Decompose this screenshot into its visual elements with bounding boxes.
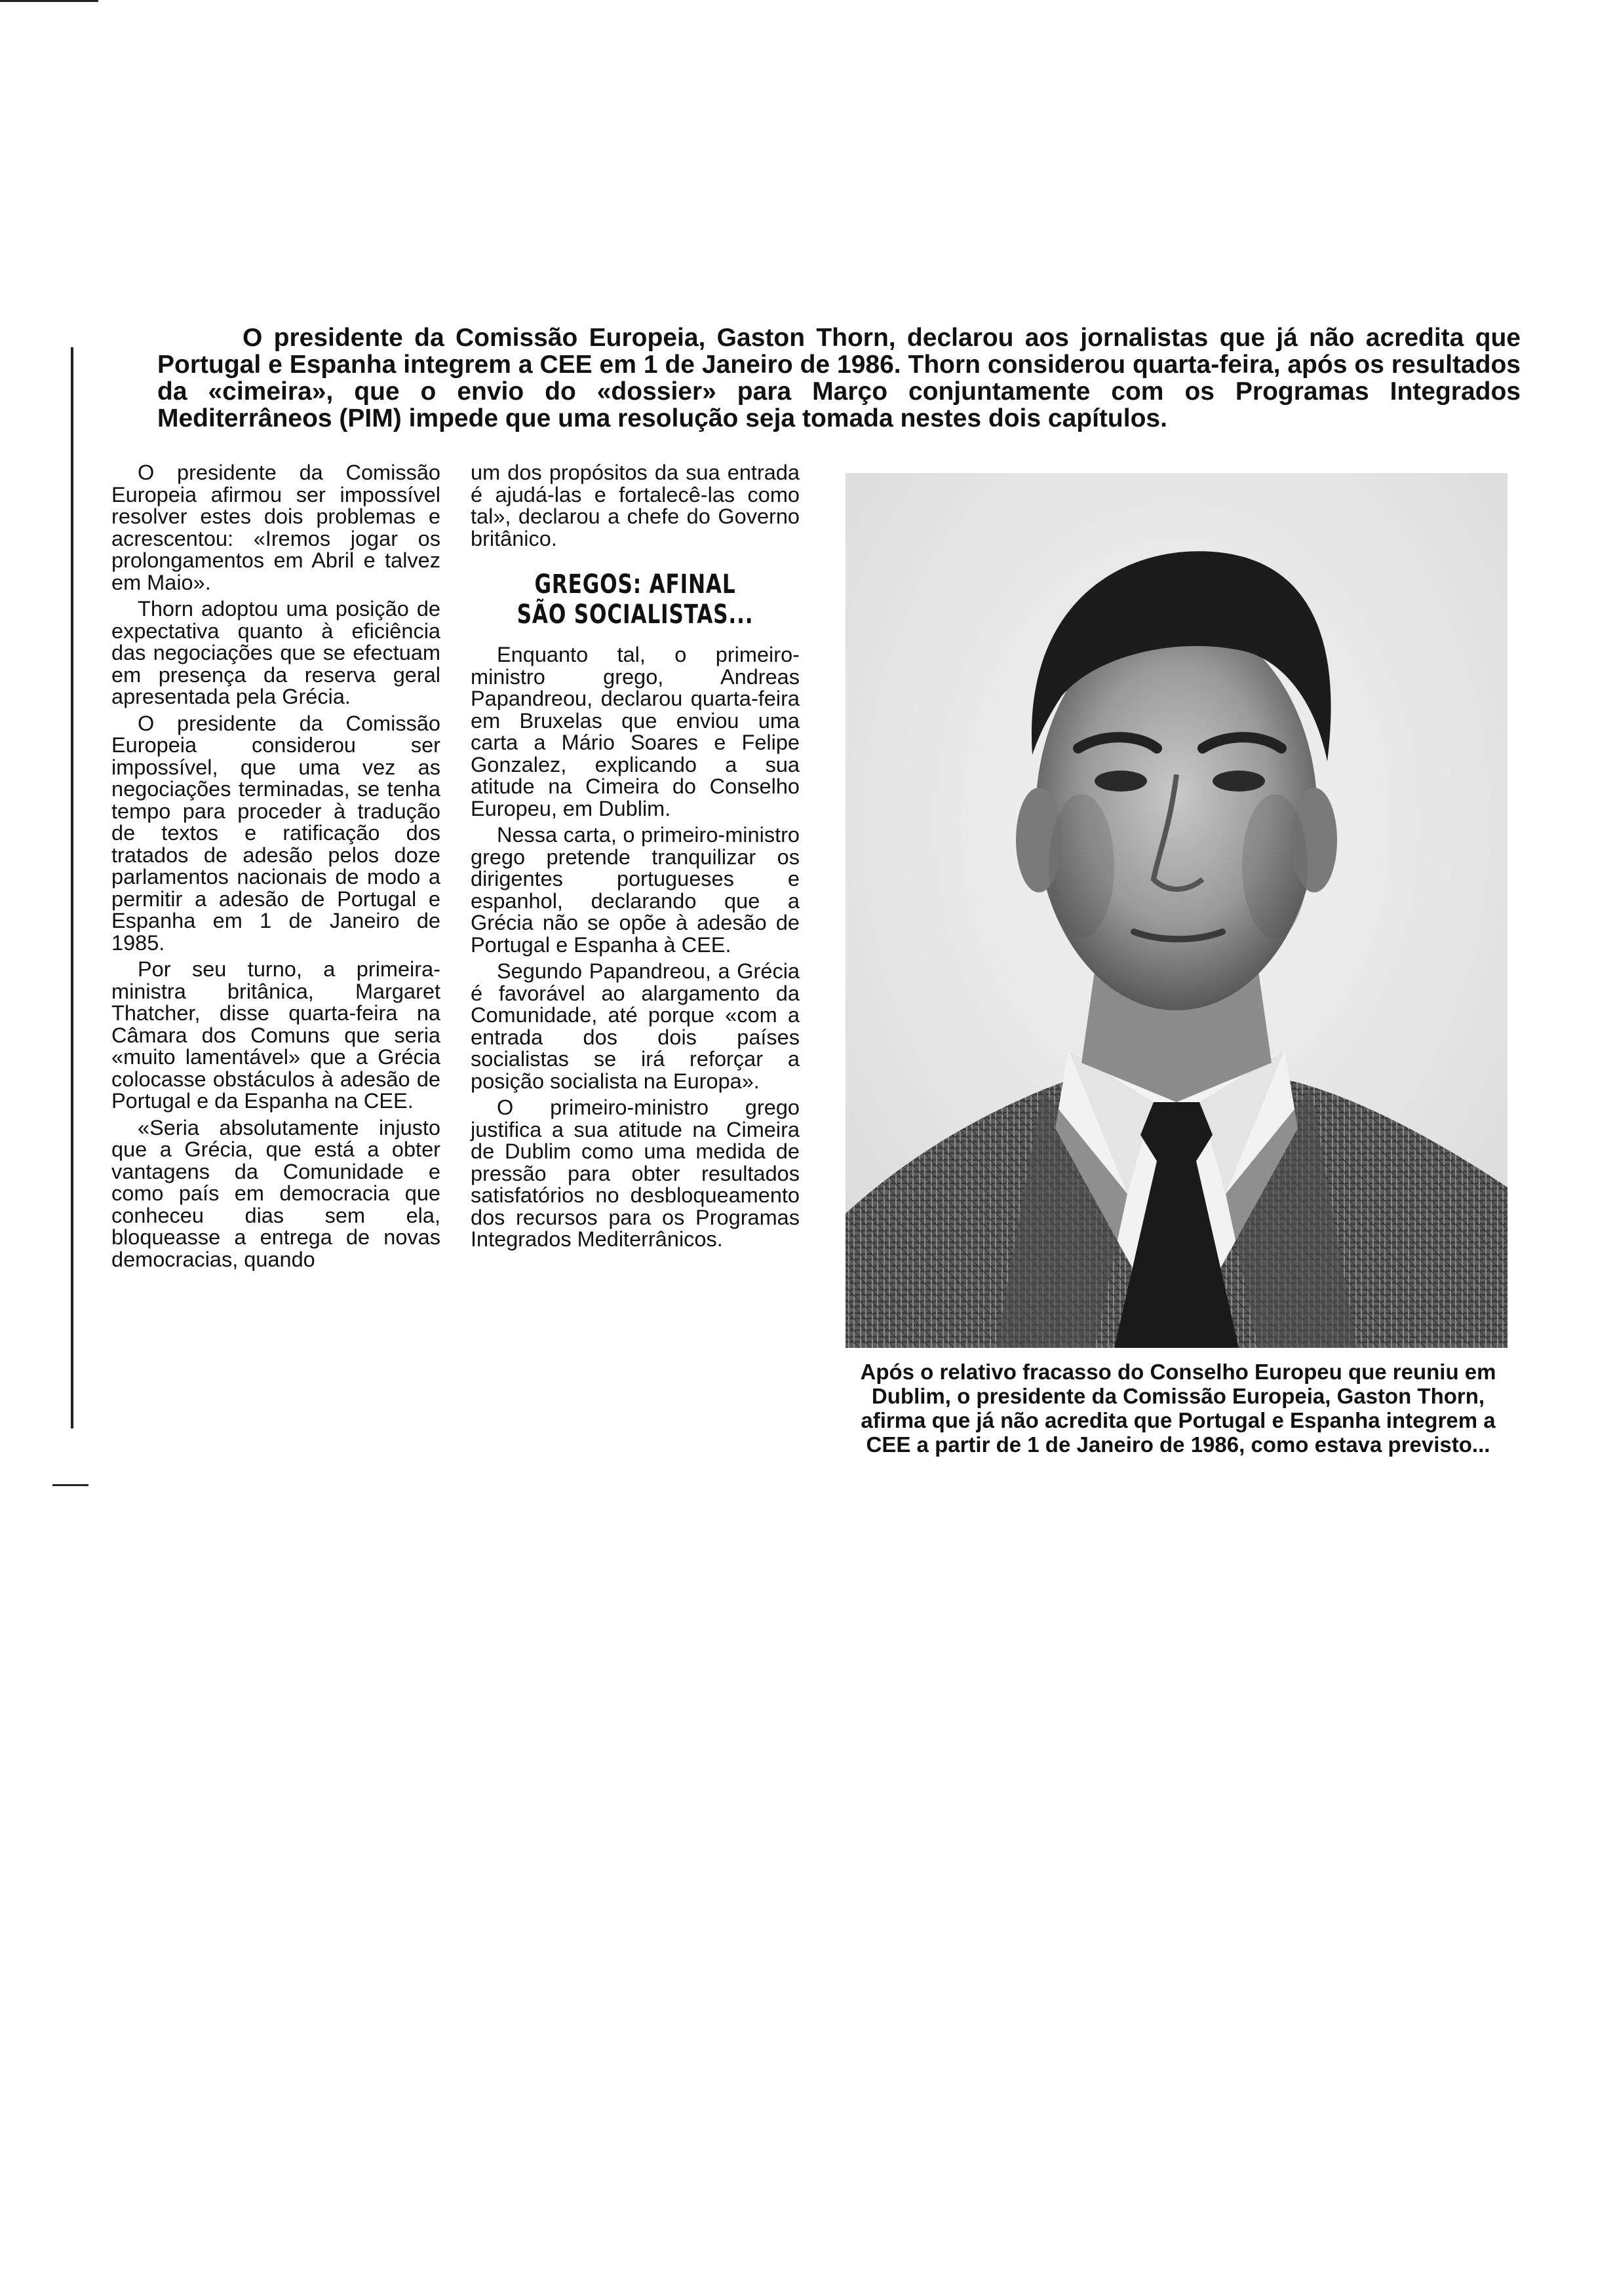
article-column-1: [111, 462, 440, 1275]
paragraph: Nessa carta, o primeiro-ministro grego pretende tranquilizar os dirigentes portugueses e espanhol, declarando que a Grécia não se opõe à adesão de Portugal e Espanha à CEE.: [471, 823, 800, 957]
paragraph: «Seria absolutamente injusto que a Grécia, que está a obter vantagens da Comunidade e como país em democracia que conheceu dias sem ela, bloqueasse a entrega de novas democracias, quando: [111, 1115, 440, 1271]
lead-text: O presidente da Comissão Europeia, Gaston Thorn, declarou aos jornalistas que já não acredita que Portugal e Espanha integrem a CEE em 1 de Janeiro de 1986. Thorn considerou quarta-feira, após os resultados da «cimeira», que o envio do «dossier» para Março conjuntamente com os Programas Integrados Mediterrâneos (PIM) impede que uma resolução seja tomada nestes dois capítulos.: [157, 324, 1521, 432]
portrait-illustration: [846, 473, 1508, 1348]
portrait-photo: [846, 473, 1508, 1348]
article-lead: [157, 324, 1521, 432]
paragraph: O primeiro-ministro grego justifica a sua atitude na Cimeira de Dublim como uma medida de pressão para obter resultados satisfatórios no desbloqueamento dos recursos para os Programas Integrados Mediterrânicos.: [471, 1096, 800, 1251]
paragraph: Thorn adoptou uma posição de expectativa quanto à eficiência das negociações que se efectuam em presença da reserva geral apresentada pela Grécia.: [111, 597, 440, 708]
paragraph: Por seu turno, a primeira-ministra britânica, Margaret Thatcher, disse quarta-feira na Câmara dos Comuns que seria «muito lamentável» que a Grécia colocasse obstáculos à adesão de Portugal e da Espanha na CEE.: [111, 957, 440, 1113]
paragraph: Enquanto tal, o primeiro-ministro grego, Andreas Papandreou, declarou quarta-feira em Bruxelas que enviou uma carta a Mário Soares e Felipe Gonzalez, explicando a sua atitude na Cimeira do Conselho Europeu, em Dublim.: [471, 643, 800, 820]
subheading: [507, 569, 764, 630]
photo-caption: Após o relativo fracasso do Conselho Europeu que reuniu em Dublim, o presidente da Comissão Europeia, Gaston Thorn, afirma que já não acredita que Portugal e Espanha integrem a CEE a partir de 1 de Janeiro de 1986, como estava previsto...: [860, 1360, 1496, 1457]
margin-rule: [71, 347, 73, 1428]
subheading-line: GREGOS: AFINAL: [534, 569, 736, 600]
subheading-line: SÃO SOCIALISTAS...: [516, 600, 754, 630]
paragraph-continued: um dos propósitos da sua entrada é ajudá-las e fortalecê-las como tal», declarou a chefe do Governo britânico.: [471, 461, 800, 550]
paragraph: O presidente da Comissão Europeia afirmou ser impossível resolver estes dois problemas e acrescentou: «Iremos jogar os prolongamentos em Abril e talvez em Maio».: [111, 461, 440, 594]
paragraph: O presidente da Comissão Europeia considerou ser impossível, que uma vez as negociações terminadas, se tenha tempo para proceder à tradução de textos e ratificação dos tratados de adesão pelos doze parlamentos nacionais de modo a permitir a adesão de Portugal e Espanha em 1 de Janeiro de 1985.: [111, 711, 440, 955]
margin-tick: [52, 1484, 88, 1486]
paragraph: Segundo Papandreou, a Grécia é favorável ao alargamento da Comunidade, até porque «com a entrada dos dois países socialistas se irá reforçar a posição socialista na Europa».: [471, 959, 800, 1093]
scan-mark-top: [0, 0, 98, 2]
article-column-2: [471, 462, 800, 1255]
